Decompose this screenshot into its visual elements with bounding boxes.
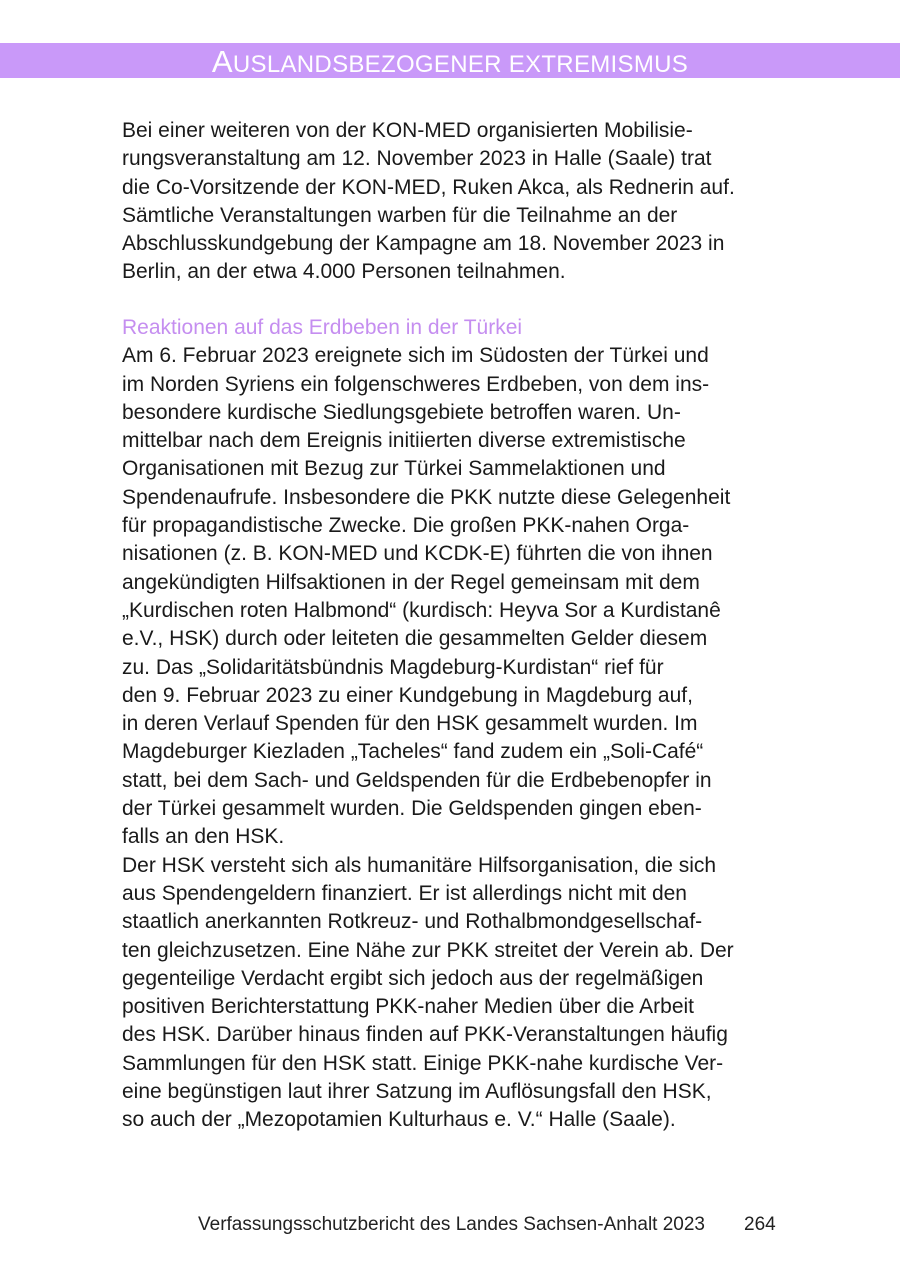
text-line: des HSK. Darüber hinaus finden auf PKK-Veranstaltungen häufig — [122, 1023, 728, 1047]
text-line: Sammlungen für den HSK statt. Einige PKK-nahe kurdische Ver- — [122, 1051, 724, 1075]
text-line: so auch der „Mezopotamien Kulturhaus e. V.“ Halle (Saale). — [122, 1108, 676, 1132]
text-line: Organisationen mit Bezug zur Türkei Sammelaktionen und — [122, 457, 666, 481]
text-line: den 9. Februar 2023 zu einer Kundgebung in Magdeburg auf, — [122, 683, 693, 707]
text-line: Berlin, an der etwa 4.000 Personen teilnahmen. — [122, 260, 566, 284]
text-line: falls an den HSK. — [122, 825, 285, 849]
text-line: e.V., HSK) durch oder leiteten die gesammelten Gelder diesem — [122, 627, 708, 651]
text-line: Am 6. Februar 2023 ereignete sich im Südosten der Türkei und — [122, 344, 709, 368]
page-number: 264 — [744, 1214, 776, 1235]
paragraph-1 — [122, 117, 735, 287]
text-line: statt, bei dem Sach- und Geldspenden für die Erdbebenopfer in — [122, 768, 712, 792]
text-line: „Kurdischen roten Halbmond“ (kurdisch: Heyva Sor a Kurdistanê — [122, 598, 721, 622]
text-line: eine begünstigen laut ihrer Satzung im Auflösungsfall den HSK, — [122, 1080, 712, 1104]
text-line: rungsveranstaltung am 12. November 2023 in Halle (Saale) trat — [122, 147, 712, 171]
section-body — [122, 314, 734, 1135]
header-initial: A — [211, 44, 233, 79]
text-line: Abschlusskundgebung der Kampagne am 18. November 2023 in — [122, 232, 725, 256]
footer-title: Verfassungsschutzbericht des Landes Sachsen-Anhalt 2023 — [198, 1214, 705, 1235]
text-line: Spendenaufrufe. Insbesondere die PKK nutzte diese Gelegenheit — [122, 485, 731, 509]
text-line: im Norden Syriens ein folgenschweres Erdbeben, von dem ins- — [122, 372, 710, 396]
text-line: der Türkei gesammelt wurden. Die Geldspenden gingen eben- — [122, 797, 702, 821]
text-line: in deren Verlauf Spenden für den HSK gesammelt wurden. Im — [122, 712, 698, 736]
header-title: USLANDSBEZOGENER EXTREMISMUS — [232, 51, 689, 78]
text-line: Sämtliche Veranstaltungen warben für die Teilnahme an der — [122, 203, 678, 227]
text-line: angekündigten Hilfsaktionen in der Regel gemeinsam mit dem — [122, 570, 700, 594]
text-line: die Co-Vorsitzende der KON-MED, Ruken Akca, als Rednerin auf. — [122, 175, 735, 199]
text-line: aus Spendengeldern finanziert. Er ist allerdings nicht mit den — [122, 881, 687, 905]
paragraph-3 — [122, 852, 734, 1135]
text-line: positiven Berichterstattung PKK-naher Medien über die Arbeit — [122, 995, 694, 1019]
text-line: für propagandistische Zwecke. Die großen PKK-nahen Orga- — [122, 514, 690, 538]
paragraph-2 — [122, 342, 734, 851]
text-line: mittelbar nach dem Ereignis initiierten diverse extremistische — [122, 429, 686, 453]
text-line: zu. Das „Solidaritätsbündnis Magdeburg-Kurdistan“ rief für — [122, 655, 664, 679]
section-heading: Reaktionen auf das Erdbeben in der Türkei — [122, 316, 523, 339]
text-line: Bei einer weiteren von der KON-MED organisierten Mobilisie- — [122, 119, 693, 142]
text-line: Der HSK versteht sich als humanitäre Hilfsorganisation, die sich — [122, 853, 717, 877]
chapter-header — [0, 43, 900, 78]
text-line: nisationen (z. B. KON-MED und KCDK-E) führten die von ihnen — [122, 542, 713, 566]
text-line: besondere kurdische Siedlungsgebiete betroffen waren. Un- — [122, 400, 681, 424]
text-line: Magdeburger Kiezladen „Tacheles“ fand zudem ein „Soli-Café“ — [122, 740, 704, 764]
text-line: gegenteilige Verdacht ergibt sich jedoch aus der regelmäßigen — [122, 966, 704, 990]
text-line: ten gleichzusetzen. Eine Nähe zur PKK streitet der Verein ab. Der — [122, 938, 734, 962]
text-line: staatlich anerkannten Rotkreuz- und Rothalbmondgesellschaf- — [122, 910, 703, 934]
